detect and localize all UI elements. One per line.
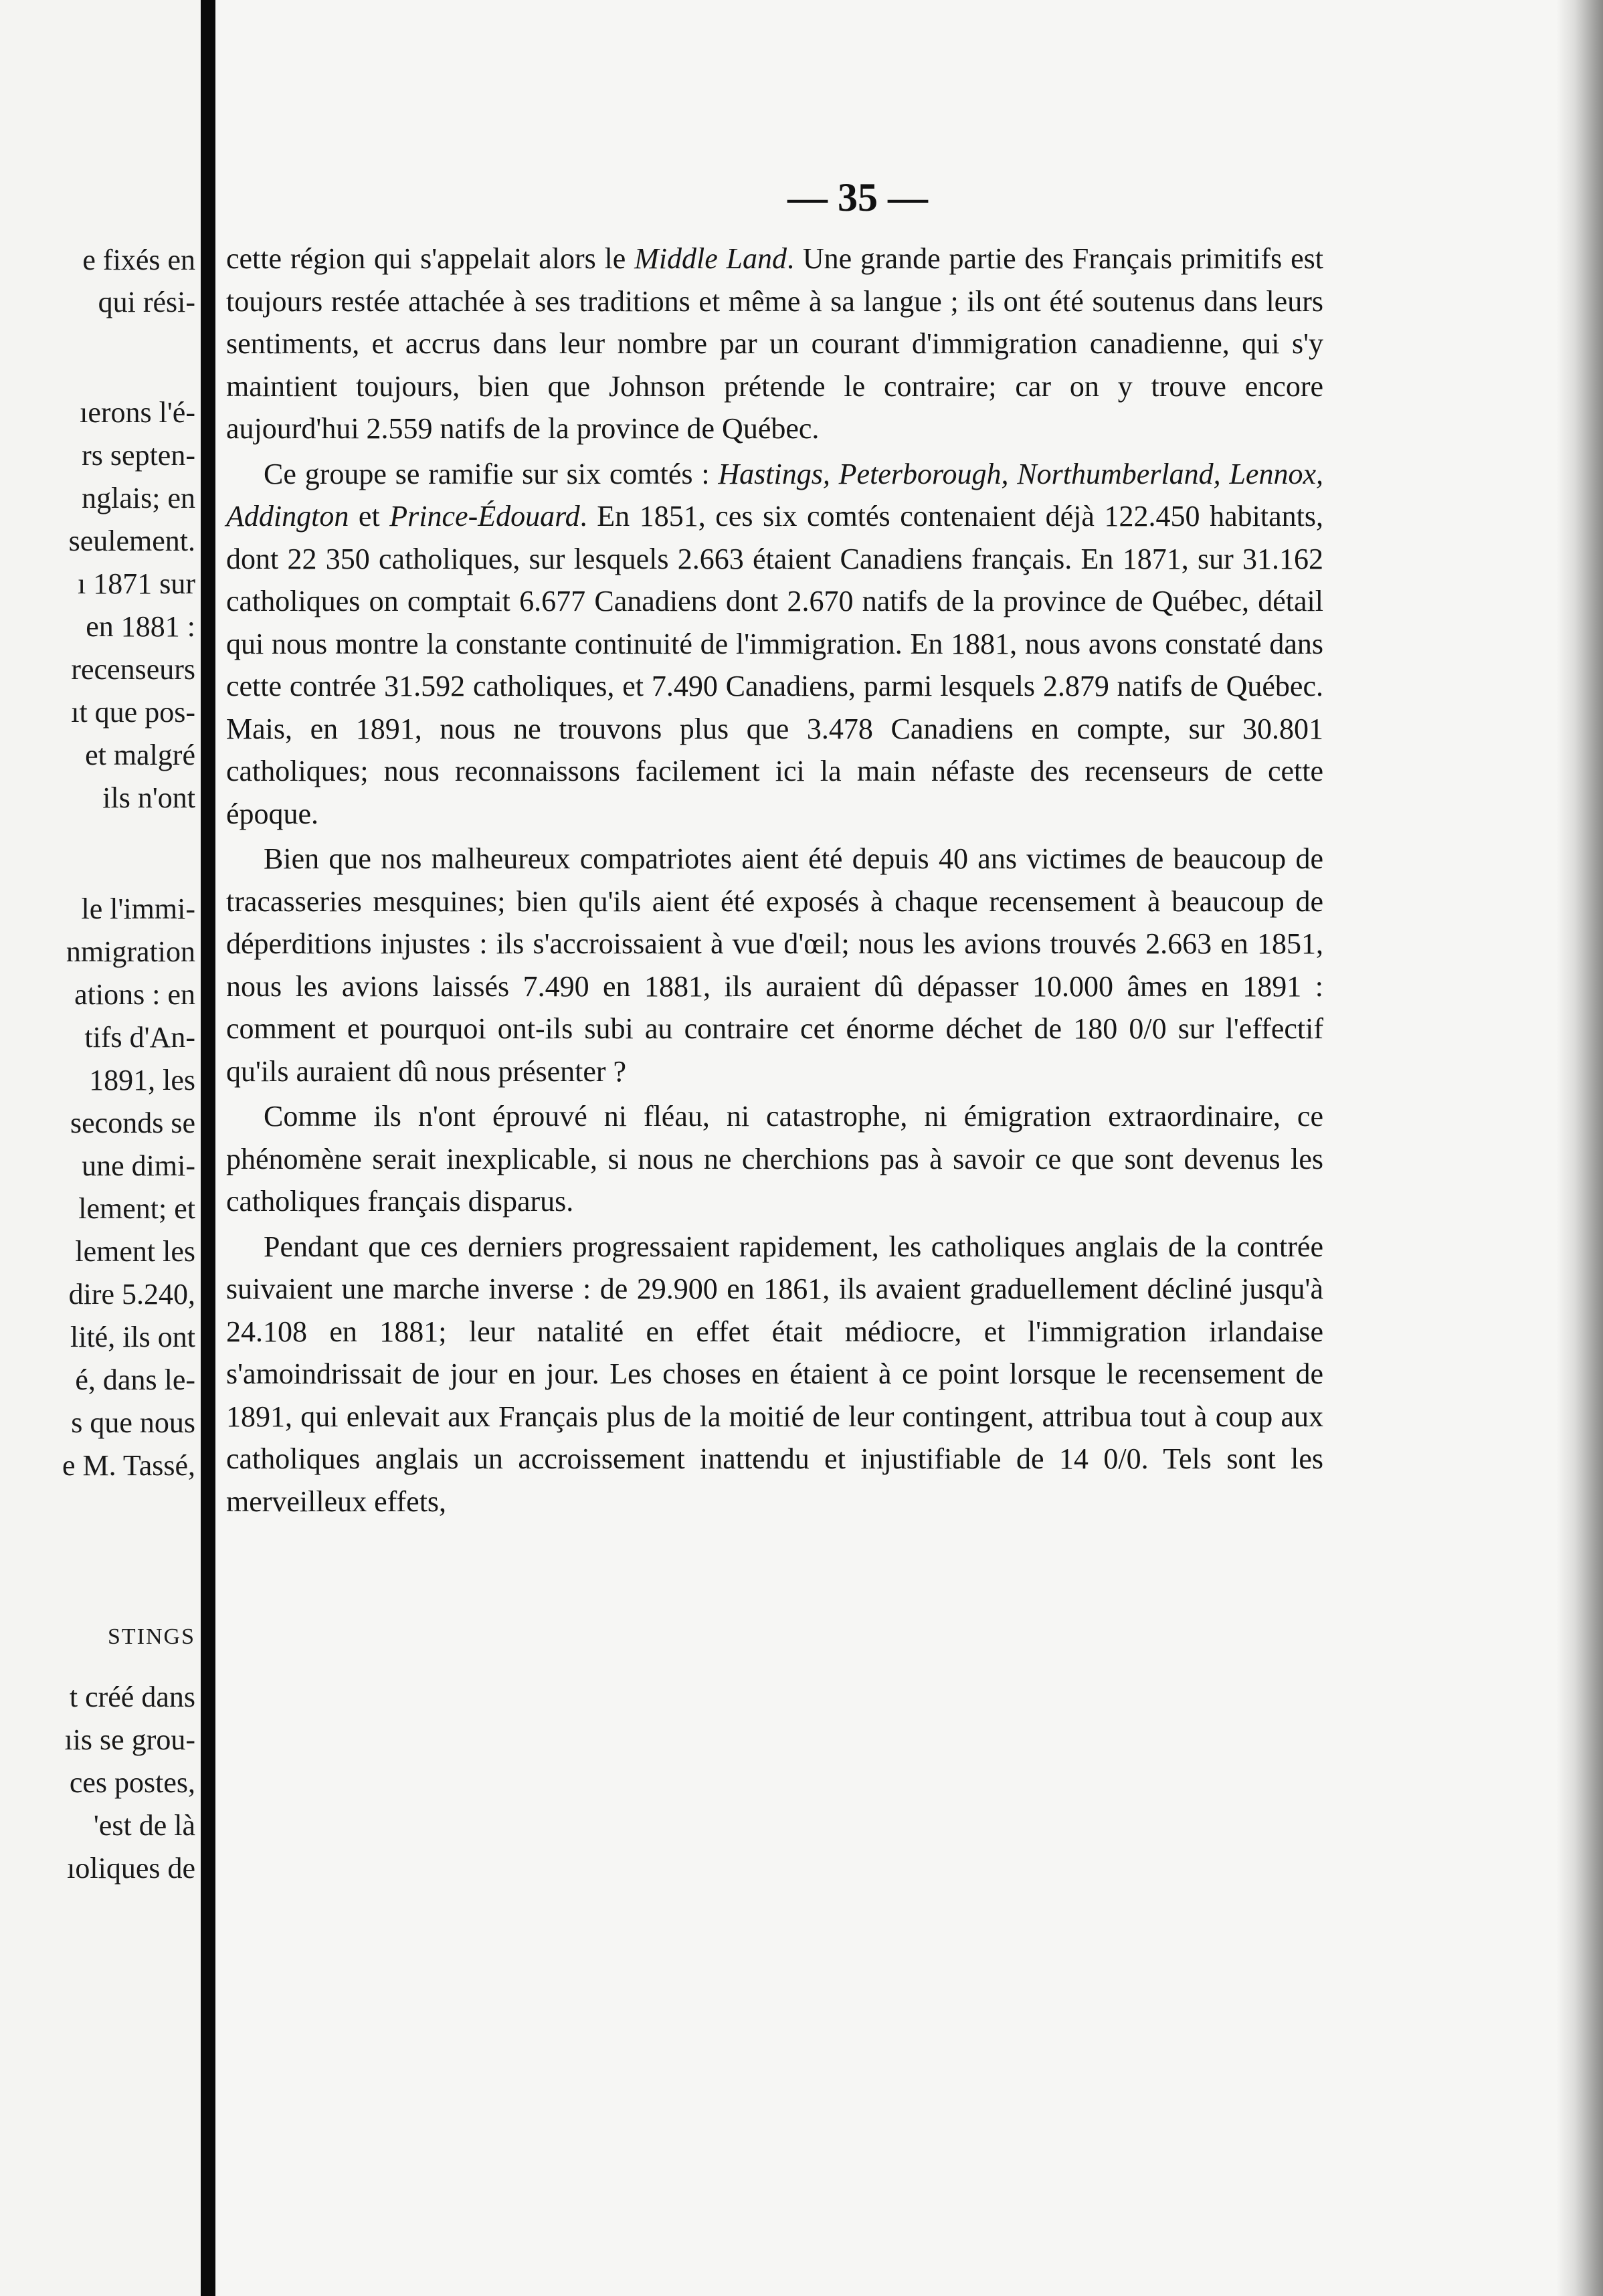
left-page-line: 'est de là (93, 1809, 195, 1842)
left-page-line: en 1881 : (86, 610, 195, 643)
text-run: cette région qui s'appelait alors le (226, 242, 635, 275)
body-paragraph (226, 1095, 1323, 1223)
left-page-line: ils n'ont (102, 781, 195, 814)
text-run: et (349, 500, 390, 533)
left-page-line: STINGS (107, 1624, 195, 1649)
left-page-line: lement les (75, 1235, 195, 1268)
left-page-line: nmigration (66, 935, 195, 968)
left-page-line: e M. Tassé, (62, 1449, 195, 1482)
left-page-line: une dimi- (82, 1149, 195, 1182)
left-page-line: 1891, les (89, 1064, 195, 1096)
page-gutter (201, 0, 215, 2296)
left-page-fragment (0, 0, 201, 2296)
left-page-line: lement; et (78, 1192, 195, 1225)
body-paragraph (226, 1226, 1323, 1523)
left-page-line: lité, ils ont (70, 1321, 195, 1353)
left-page-line: ıt que pos- (71, 696, 195, 729)
left-page-line: t créé dans (69, 1681, 195, 1713)
left-page-line: dire 5.240, (68, 1278, 195, 1311)
left-page-line: é, dans le- (75, 1363, 195, 1396)
left-page-line: le l'immi- (81, 892, 195, 925)
left-page-line: e fixés en (82, 244, 195, 276)
left-page-line: qui rési- (98, 286, 195, 318)
body-text (226, 237, 1323, 1523)
body-paragraph (226, 237, 1323, 450)
left-page-line: nglais; en (82, 482, 195, 514)
left-page-line: seulement. (68, 524, 195, 557)
italic-text-run: Middle Land (634, 242, 787, 275)
text-run: Comme ils n'ont éprouvé ni fléau, ni catastrophe, ni émigration extraordinaire, ce phénomène serait inexplicable, si nous ne cherchions pas à savoir ce que sont devenus les catholiques français disparus. (226, 1100, 1323, 1218)
left-page-line: recenseurs (71, 653, 195, 686)
left-page-line: rs septen- (82, 439, 195, 472)
page-number: — 35 — (787, 175, 928, 219)
text-run: Bien que nos malheureux compatriotes aient été depuis 40 ans victimes de beaucoup de tracasseries mesquines; bien qu'ils aient été exposés à chaque recensement à beaucoup de déperditions injustes : ils s'accroissaient à vue d'œil; nous les avions trouvés 2.663 en 1851, nous les avions laissés 7.490 en 1881, ils auraient dû dépasser 10.000 âmes en 1891 : comment et pourquoi ont-ils subi au contraire cet énorme déchet de 180 0/0 sur l'effectif qu'ils auraient dû nous présenter ? (226, 842, 1323, 1088)
left-page-line: ıerons l'é- (80, 396, 195, 429)
page-edge-shadow (1556, 0, 1603, 2296)
left-page-line: ı 1871 sur (78, 567, 195, 600)
left-page-line: ıoliques de (67, 1852, 195, 1885)
left-page-line: ıis se grou- (64, 1723, 195, 1756)
left-page-line: tifs d'An- (84, 1021, 195, 1054)
left-page-line: s que nous (71, 1406, 195, 1439)
text-run: Ce groupe se ramifie sur six comtés : (264, 457, 719, 490)
left-page-line: ces postes, (69, 1766, 195, 1799)
body-paragraph (226, 453, 1323, 836)
right-page (215, 0, 1603, 2296)
left-page-line: ations : en (74, 978, 195, 1011)
left-page-line: seconds se (70, 1107, 195, 1139)
text-run: Pendant que ces derniers progressaient rapidement, les catholiques anglais de la contrée suivaient une marche inverse : de 29.900 en 1861, ils avaient graduellement décliné jusqu'à 24.108 en 1881; leur natalité en effet était médiocre, et l'immigration irlandaise s'amoindrissait de jour en jour. Les choses en étaient à ce point lorsque le recensement de 1891, qui enlevait aux Français plus de la moitié de leur contingent, attribua tout à coup aux catholiques anglais un accroissement inattendu et injustifiable de 14 0/0. Tels sont les merveilleux effets, (226, 1230, 1323, 1518)
left-page-line: et malgré (85, 739, 195, 771)
text-run: . En 1851, ces six comtés contenaient déjà 122.450 habitants, dont 22 350 catholiques, sur lesquels 2.663 étaient Canadiens français. En 1871, sur 31.162 catholiques on comptait 6.677 Canadiens dont 2.670 natifs de la province de Québec, détail qui nous montre la constante continuité de l'immigration. En 1881, nous avons constaté dans cette contrée 31.592 catholiques, et 7.490 Canadiens, parmi lesquels 2.879 natifs de Québec. Mais, en 1891, nous ne trouvons plus que 3.478 Canadiens en compte, sur 30.801 catholiques; nous reconnaissons facilement ici la main néfaste des recenseurs de cette époque. (226, 500, 1323, 830)
italic-text-run: Hastings, Peterborough, Northumberland, Lennox, Addington (226, 457, 1323, 533)
italic-text-run: Prince-Édouard (389, 500, 580, 533)
text-run: . Une grande partie des Français primitifs est toujours restée attachée à ses traditions et même à sa langue ; ils ont été soutenus dans leurs sentiments, et accrus dans leur nombre par un courant d'immigration canadienne, qui s'y maintient toujours, bien que Johnson prétende le contraire; car on y trouve encore aujourd'hui 2.559 natifs de la province de Québec. (226, 242, 1323, 445)
body-paragraph (226, 838, 1323, 1092)
